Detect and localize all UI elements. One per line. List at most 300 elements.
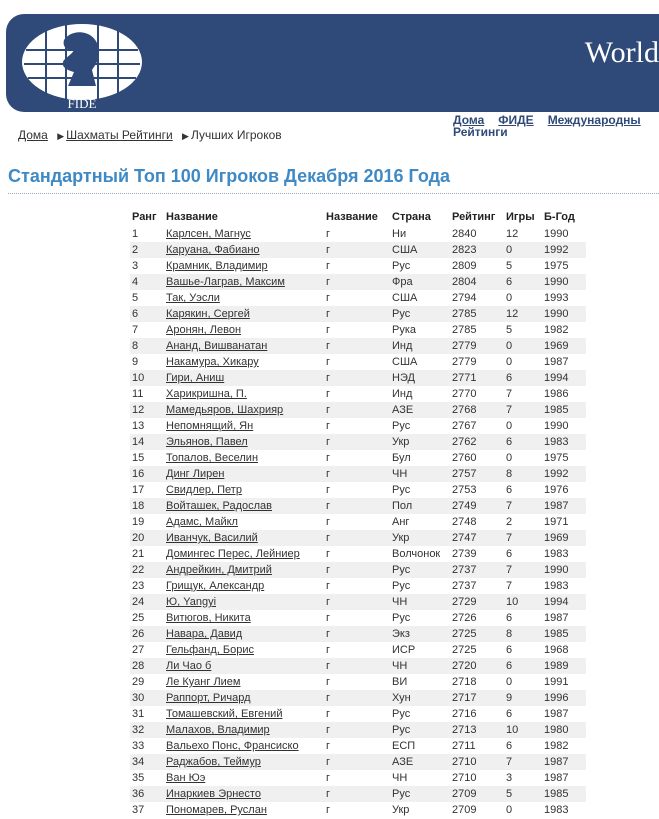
games-cell: 12 — [504, 226, 542, 242]
birth-year-cell: 1975 — [542, 450, 586, 466]
country-cell: Волчонок — [390, 546, 450, 562]
birth-year-cell: 1985 — [542, 402, 586, 418]
birth-year-cell: 1983 — [542, 434, 586, 450]
name-cell — [164, 322, 324, 338]
rating-cell: 2747 — [450, 530, 504, 546]
games-cell: 12 — [504, 306, 542, 322]
birth-year-cell: 1994 — [542, 370, 586, 386]
rating-cell: 2785 — [450, 306, 504, 322]
country-cell: ЧН — [390, 658, 450, 674]
player-name-link[interactable]: Гельфанд, Борис — [166, 644, 254, 656]
rating-cell: 2739 — [450, 546, 504, 562]
title-cell: г — [324, 338, 390, 354]
table-row — [130, 498, 586, 514]
player-name-link[interactable]: Так, Уэсли — [166, 292, 220, 304]
country-cell: Экз — [390, 626, 450, 642]
name-cell — [164, 786, 324, 802]
table-row — [130, 754, 586, 770]
player-name-link[interactable]: Раджабов, Теймур — [166, 756, 261, 768]
title-cell: г — [324, 306, 390, 322]
rating-cell: 2725 — [450, 642, 504, 658]
header-country: Страна — [392, 211, 431, 223]
birth-year-cell: 1982 — [542, 322, 586, 338]
games-cell: 6 — [504, 706, 542, 722]
name-cell — [164, 626, 324, 642]
title-cell: г — [324, 642, 390, 658]
birth-year-cell: 1980 — [542, 722, 586, 738]
player-name-link[interactable]: Адамс, Майкл — [166, 516, 238, 528]
country-cell: Пол — [390, 498, 450, 514]
player-name-link[interactable]: Андрейкин, Дмитрий — [166, 564, 272, 576]
birth-year-cell: 1986 — [542, 386, 586, 402]
games-cell: 2 — [504, 514, 542, 530]
table-row — [130, 402, 586, 418]
rating-cell: 2710 — [450, 770, 504, 786]
games-cell: 7 — [504, 386, 542, 402]
rating-cell: 2753 — [450, 482, 504, 498]
name-cell — [164, 546, 324, 562]
name-cell — [164, 482, 324, 498]
country-cell: ЧН — [390, 466, 450, 482]
title-cell: г — [324, 610, 390, 626]
country-cell: США — [390, 354, 450, 370]
games-cell: 0 — [504, 290, 542, 306]
birth-year-cell: 1990 — [542, 226, 586, 242]
name-cell — [164, 578, 324, 594]
games-cell: 0 — [504, 802, 542, 818]
page-title: Стандартный Топ 100 Игроков Декабря 2016 Года — [8, 166, 659, 194]
arrow-right-icon: ▶ — [182, 131, 189, 141]
country-cell: ВИ — [390, 674, 450, 690]
name-cell — [164, 706, 324, 722]
rating-cell: 2717 — [450, 690, 504, 706]
country-cell: Рус — [390, 306, 450, 322]
country-cell: Рус — [390, 722, 450, 738]
title-cell: г — [324, 514, 390, 530]
player-name-link[interactable]: Харикришна, П. — [166, 388, 247, 400]
fide-logo[interactable] — [16, 20, 148, 112]
rank-cell: 29 — [130, 674, 164, 690]
country-cell: НЭД — [390, 370, 450, 386]
birth-year-cell: 1969 — [542, 338, 586, 354]
title-cell: г — [324, 354, 390, 370]
rank-cell: 18 — [130, 498, 164, 514]
breadcrumb-home[interactable]: Дома — [18, 128, 48, 142]
rank-cell: 26 — [130, 626, 164, 642]
country-cell: Рус — [390, 786, 450, 802]
ratings-body — [130, 226, 586, 818]
birth-year-cell: 1996 — [542, 690, 586, 706]
rank-cell: 21 — [130, 546, 164, 562]
rating-cell: 2720 — [450, 658, 504, 674]
player-name-link[interactable]: Ван Юэ — [166, 772, 206, 784]
rating-cell: 2779 — [450, 354, 504, 370]
title-cell: г — [324, 482, 390, 498]
rating-cell: 2779 — [450, 338, 504, 354]
title-cell: г — [324, 370, 390, 386]
birth-year-cell: 1990 — [542, 306, 586, 322]
games-cell: 0 — [504, 354, 542, 370]
games-cell: 5 — [504, 786, 542, 802]
country-cell: ЧН — [390, 770, 450, 786]
header-title: Название — [326, 211, 378, 223]
table-row — [130, 226, 586, 242]
table-row — [130, 658, 586, 674]
birth-year-cell: 1968 — [542, 642, 586, 658]
birth-year-cell: 1969 — [542, 530, 586, 546]
player-name-link[interactable]: Крамник, Владимир — [166, 260, 268, 272]
table-row — [130, 338, 586, 354]
player-name-link[interactable]: Динг Лирен — [166, 468, 225, 480]
table-row — [130, 770, 586, 786]
name-cell — [164, 498, 324, 514]
rank-cell: 20 — [130, 530, 164, 546]
player-name-link[interactable]: Ле Куанг Лием — [166, 676, 241, 688]
player-name-link[interactable]: Войташек, Радослав — [166, 500, 273, 512]
rating-cell: 2737 — [450, 578, 504, 594]
rank-cell: 11 — [130, 386, 164, 402]
player-name-link[interactable]: Аронян, Левон — [166, 324, 242, 336]
birth-year-cell: 1994 — [542, 594, 586, 610]
birth-year-cell: 1987 — [542, 354, 586, 370]
rank-cell: 32 — [130, 722, 164, 738]
player-name-link[interactable]: Карякин, Сергей — [166, 308, 250, 320]
name-cell — [164, 226, 324, 242]
rank-cell: 31 — [130, 706, 164, 722]
games-cell: 3 — [504, 770, 542, 786]
rating-cell: 2711 — [450, 738, 504, 754]
rank-cell: 30 — [130, 690, 164, 706]
table-row — [130, 290, 586, 306]
country-cell: Инд — [390, 338, 450, 354]
name-cell — [164, 450, 324, 466]
games-cell: 6 — [504, 482, 542, 498]
rating-cell: 2767 — [450, 418, 504, 434]
rank-cell: 6 — [130, 306, 164, 322]
rating-cell: 2785 — [450, 322, 504, 338]
arrow-right-icon: ▶ — [57, 131, 65, 141]
title-cell: г — [324, 274, 390, 290]
rating-cell: 2804 — [450, 274, 504, 290]
birth-year-cell: 1975 — [542, 258, 586, 274]
name-cell — [164, 802, 324, 818]
table-row — [130, 482, 586, 498]
rating-cell: 2757 — [450, 466, 504, 482]
games-cell: 6 — [504, 546, 542, 562]
logo-text: FIDE — [67, 96, 97, 111]
name-cell — [164, 338, 324, 354]
title-cell: г — [324, 242, 390, 258]
player-name-link[interactable]: Пономарев, Руслан — [166, 804, 267, 816]
table-row — [130, 610, 586, 626]
birth-year-cell: 1971 — [542, 514, 586, 530]
games-cell: 6 — [504, 434, 542, 450]
player-name-link[interactable]: Гири, Аниш — [166, 372, 225, 384]
rank-cell: 25 — [130, 610, 164, 626]
player-name-link[interactable]: Ананд, Вишванатан — [166, 340, 268, 352]
rank-cell: 19 — [130, 514, 164, 530]
player-name-link[interactable]: Малахов, Владимир — [166, 724, 270, 736]
name-cell — [164, 466, 324, 482]
title-cell: г — [324, 434, 390, 450]
birth-year-cell: 1987 — [542, 770, 586, 786]
player-name-link[interactable]: Эльянов, Павел — [166, 436, 248, 448]
title-cell: г — [324, 386, 390, 402]
games-cell: 10 — [504, 594, 542, 610]
player-name-link[interactable]: Иванчук, Василий — [166, 532, 258, 544]
rating-cell: 2794 — [450, 290, 504, 306]
rank-cell: 33 — [130, 738, 164, 754]
country-cell: США — [390, 290, 450, 306]
games-cell: 9 — [504, 690, 542, 706]
player-name-link[interactable]: Непомнящий, Ян — [166, 420, 254, 432]
rank-cell: 1 — [130, 226, 164, 242]
birth-year-cell: 1991 — [542, 674, 586, 690]
country-cell: Бул — [390, 450, 450, 466]
birth-year-cell: 1987 — [542, 754, 586, 770]
table-row — [130, 466, 586, 482]
name-cell — [164, 354, 324, 370]
player-name-link[interactable]: Домингес Перес, Лейниер — [166, 548, 300, 560]
games-cell: 8 — [504, 626, 542, 642]
birth-year-cell: 1990 — [542, 562, 586, 578]
table-row — [130, 706, 586, 722]
table-row — [130, 450, 586, 466]
name-cell — [164, 434, 324, 450]
title-cell: г — [324, 418, 390, 434]
games-cell: 7 — [504, 498, 542, 514]
table-row — [130, 242, 586, 258]
country-cell: Рука — [390, 322, 450, 338]
birth-year-cell: 1992 — [542, 466, 586, 482]
rating-cell: 2718 — [450, 674, 504, 690]
rank-cell: 24 — [130, 594, 164, 610]
breadcrumb-ratings[interactable]: Шахматы Рейтинги — [66, 128, 173, 142]
country-cell: Рус — [390, 482, 450, 498]
rating-cell: 2716 — [450, 706, 504, 722]
games-cell: 8 — [504, 466, 542, 482]
title-cell: г — [324, 786, 390, 802]
country-cell: ЕСП — [390, 738, 450, 754]
header-birth-year: Б-Год — [544, 211, 575, 223]
title-cell: г — [324, 594, 390, 610]
rank-cell: 36 — [130, 786, 164, 802]
brand-title: World — [584, 36, 659, 69]
country-cell: Рус — [390, 258, 450, 274]
birth-year-cell: 1983 — [542, 546, 586, 562]
top-navigation — [453, 113, 659, 139]
rating-cell: 2749 — [450, 498, 504, 514]
birth-year-cell: 1987 — [542, 498, 586, 514]
player-name-link[interactable]: Вальехо Понс, Франсиско — [166, 740, 299, 752]
name-cell — [164, 306, 324, 322]
name-cell — [164, 754, 324, 770]
country-cell: АЗЕ — [390, 754, 450, 770]
title-cell: г — [324, 674, 390, 690]
name-cell — [164, 402, 324, 418]
player-name-link[interactable]: Инаркиев Эрнесто — [166, 788, 261, 800]
birth-year-cell: 1987 — [542, 706, 586, 722]
rank-cell: 3 — [130, 258, 164, 274]
player-name-link[interactable]: Свидлер, Петр — [166, 484, 242, 496]
rating-cell: 2770 — [450, 386, 504, 402]
title-cell: г — [324, 546, 390, 562]
title-cell: г — [324, 258, 390, 274]
games-cell: 5 — [504, 258, 542, 274]
table-row — [130, 802, 586, 818]
title-cell: г — [324, 690, 390, 706]
rating-cell: 2748 — [450, 514, 504, 530]
title-cell: г — [324, 754, 390, 770]
country-cell: Укр — [390, 434, 450, 450]
games-cell: 6 — [504, 642, 542, 658]
rating-cell: 2840 — [450, 226, 504, 242]
player-name-link[interactable]: Топалов, Веселин — [166, 452, 259, 464]
name-cell — [164, 770, 324, 786]
rank-cell: 34 — [130, 754, 164, 770]
table-row — [130, 594, 586, 610]
country-cell: Анг — [390, 514, 450, 530]
games-cell: 7 — [504, 530, 542, 546]
player-name-link[interactable]: Вашье-Лаграв, Максим — [166, 276, 285, 288]
games-cell: 0 — [504, 674, 542, 690]
birth-year-cell: 1985 — [542, 786, 586, 802]
nav-home-link[interactable]: Дома — [453, 113, 485, 127]
rank-cell: 5 — [130, 290, 164, 306]
rank-cell: 27 — [130, 642, 164, 658]
rank-cell: 23 — [130, 578, 164, 594]
name-cell — [164, 610, 324, 626]
table-row — [130, 386, 586, 402]
table-row — [130, 354, 586, 370]
games-cell: 10 — [504, 722, 542, 738]
title-cell: г — [324, 226, 390, 242]
player-name-link[interactable]: Ли Чао б — [166, 660, 212, 672]
table-row — [130, 546, 586, 562]
header-rating: Рейтинг — [452, 211, 496, 223]
player-name-link[interactable]: Навара, Давид — [166, 628, 243, 640]
title-cell: г — [324, 402, 390, 418]
table-row — [130, 562, 586, 578]
player-name-link[interactable]: Накамура, Хикару — [166, 356, 259, 368]
name-cell — [164, 274, 324, 290]
title-cell: г — [324, 626, 390, 642]
rank-cell: 15 — [130, 450, 164, 466]
name-cell — [164, 658, 324, 674]
table-row — [130, 370, 586, 386]
games-cell: 7 — [504, 402, 542, 418]
title-cell: г — [324, 802, 390, 818]
birth-year-cell: 1992 — [542, 242, 586, 258]
birth-year-cell: 1983 — [542, 578, 586, 594]
country-cell: ЧН — [390, 594, 450, 610]
breadcrumb-current: Лучших Игроков — [190, 128, 282, 142]
name-cell — [164, 530, 324, 546]
games-cell: 7 — [504, 578, 542, 594]
title-cell: г — [324, 466, 390, 482]
rank-cell: 14 — [130, 434, 164, 450]
player-name-link[interactable]: Витюгов, Никита — [166, 612, 251, 624]
country-cell: Укр — [390, 802, 450, 818]
rating-cell: 2729 — [450, 594, 504, 610]
title-cell: г — [324, 658, 390, 674]
table-row — [130, 274, 586, 290]
name-cell — [164, 386, 324, 402]
rating-cell: 2823 — [450, 242, 504, 258]
table-row — [130, 530, 586, 546]
table-row — [130, 258, 586, 274]
games-cell: 6 — [504, 610, 542, 626]
games-cell: 5 — [504, 322, 542, 338]
title-cell: г — [324, 706, 390, 722]
title-cell: г — [324, 450, 390, 466]
country-cell: Укр — [390, 530, 450, 546]
country-cell: Рус — [390, 562, 450, 578]
rating-cell: 2760 — [450, 450, 504, 466]
rating-cell: 2725 — [450, 626, 504, 642]
table-row — [130, 738, 586, 754]
header-rank: Ранг — [132, 211, 157, 223]
header-name: Название — [166, 211, 218, 223]
birth-year-cell: 1982 — [542, 738, 586, 754]
rank-cell: 28 — [130, 658, 164, 674]
player-name-link[interactable]: Раппорт, Ричард — [166, 692, 251, 704]
player-name-link[interactable]: Томашевский, Евгений — [166, 708, 283, 720]
birth-year-cell: 1989 — [542, 658, 586, 674]
rank-cell: 7 — [130, 322, 164, 338]
table-row — [130, 642, 586, 658]
birth-year-cell: 1990 — [542, 274, 586, 290]
title-cell: г — [324, 290, 390, 306]
player-name-link[interactable]: Грищук, Александр — [166, 580, 265, 592]
title-cell: г — [324, 562, 390, 578]
name-cell — [164, 722, 324, 738]
header-band — [6, 14, 659, 112]
title-cell: г — [324, 770, 390, 786]
title-cell: г — [324, 530, 390, 546]
games-cell: 7 — [504, 562, 542, 578]
rating-cell: 2809 — [450, 258, 504, 274]
games-cell: 7 — [504, 754, 542, 770]
table-row — [130, 514, 586, 530]
rating-cell: 2768 — [450, 402, 504, 418]
player-name-link[interactable]: Мамедьяров, Шахрияр — [166, 404, 284, 416]
title-cell: г — [324, 498, 390, 514]
rank-cell: 10 — [130, 370, 164, 386]
name-cell — [164, 370, 324, 386]
country-cell: Ни — [390, 226, 450, 242]
birth-year-cell: 1985 — [542, 626, 586, 642]
country-cell: ИСР — [390, 642, 450, 658]
nav-ratings-link[interactable]: Рейтинги — [453, 125, 508, 139]
table-row — [130, 690, 586, 706]
country-cell: Фра — [390, 274, 450, 290]
name-cell — [164, 290, 324, 306]
player-name-link[interactable]: Карлсен, Магнус — [166, 228, 251, 240]
name-cell — [164, 674, 324, 690]
name-cell — [164, 242, 324, 258]
games-cell: 0 — [504, 242, 542, 258]
country-cell: Рус — [390, 706, 450, 722]
rank-cell: 13 — [130, 418, 164, 434]
table-row — [130, 578, 586, 594]
nav-fide-link[interactable]: ФИДЕ — [498, 113, 534, 127]
nav-international-link[interactable]: Международны — [547, 113, 641, 127]
player-name-link[interactable]: Каруана, Фабиано — [166, 244, 260, 256]
player-name-link[interactable]: Ю, Yangyi — [166, 596, 217, 608]
birth-year-cell: 1983 — [542, 802, 586, 818]
table-row — [130, 434, 586, 450]
